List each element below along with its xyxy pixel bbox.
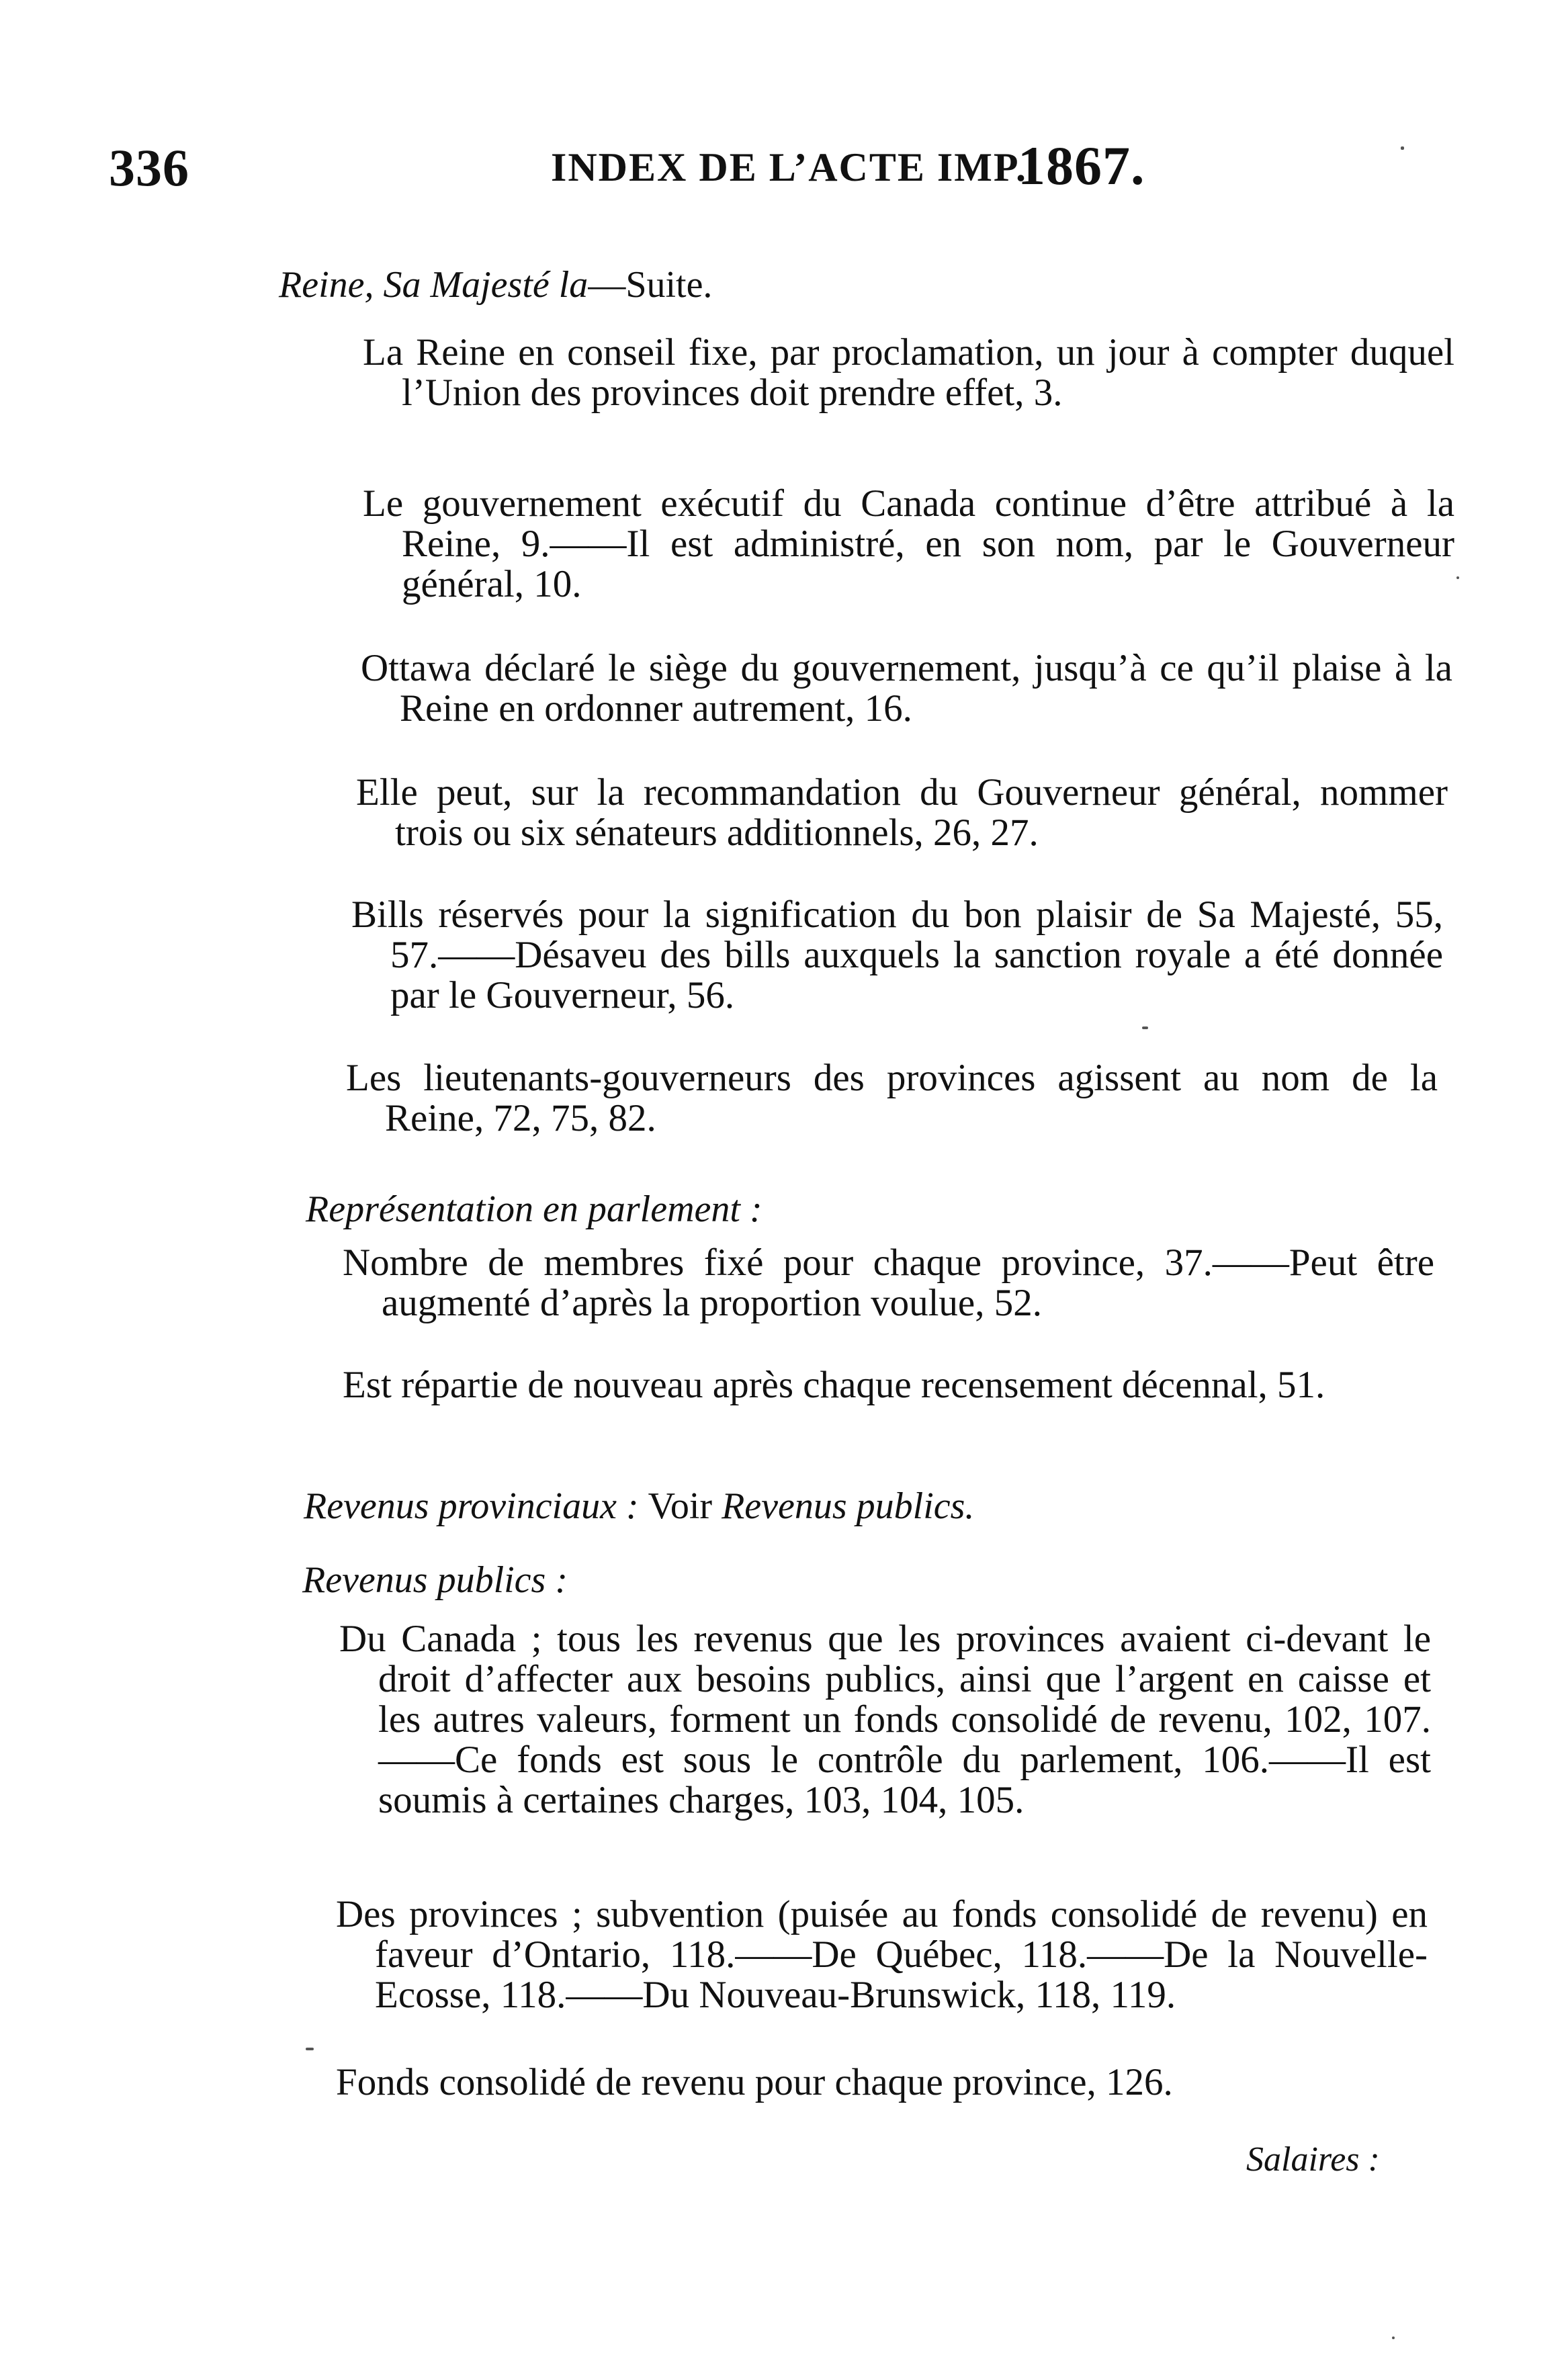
index-entry: Est répartie de nouveau après chaque recensement décennal, 51. (343, 1364, 1325, 1406)
page-number: 336 (109, 138, 189, 197)
scan-speck (306, 2048, 314, 2050)
scan-speck (1401, 146, 1404, 150)
index-entry: Les lieutenants-gouverneurs des provinces agissent au nom de la Reine, 72, 75, 82. (346, 1057, 1438, 1139)
index-entry: Le gouvernement exécutif du Canada continue d’être attribué à la Reine, 9.——Il est administré, en son nom, par le Gouverneur général, 10. (363, 482, 1454, 605)
index-entry: Fonds consolidé de revenu pour chaque province, 126. (336, 2061, 1173, 2103)
scan-speck (1456, 576, 1459, 579)
running-title: INDEX DE L’ACTE IMP. (551, 145, 1028, 189)
catchword: Salaires : (1246, 2140, 1380, 2179)
section-heading-revenus-provinciaux (304, 1485, 974, 1528)
section-heading-reine-label: Reine, Sa Majesté la (279, 264, 589, 306)
scan-speck (1142, 1027, 1148, 1029)
see-also-label: Voir (648, 1485, 713, 1527)
index-entry: Du Canada ; tous les revenus que les provinces avaient ci-devant le droit d’affecter aux besoins publics, ainsi que l’argent en caisse et les autres valeurs, forment un fonds consolidé de revenu, 102, 107.——Ce fonds est sous le contrôle du parlement, 106.——Il est soumis à certaines charges, 103, 104, 105. (339, 1618, 1431, 1821)
index-entry: Des provinces ; subvention (puisée au fonds consolidé de revenu) en faveur d’Ontario, 118.——De Québec, 118.——De la Nouvelle-Ecosse, 118.——Du Nouveau-Brunswick, 118, 119. (336, 1893, 1428, 2016)
section-heading-reine (279, 263, 712, 306)
index-entry: Elle peut, sur la recommandation du Gouverneur général, nommer trois ou six sénateurs additionnels, 26, 27. (356, 771, 1448, 854)
running-year: 1867. (1018, 135, 1145, 196)
section-heading-representation: Représentation en parlement : (306, 1188, 763, 1230)
index-entry: La Reine en conseil fixe, par proclamation, un jour à compter duquel l’Union des provinces doit prendre effet, 3. (363, 331, 1454, 414)
index-entry: Ottawa déclaré le siège du gouvernement, jusqu’à ce qu’il plaise à la Reine en ordonner autrement, 16. (361, 647, 1452, 730)
scan-speck (1392, 2337, 1395, 2339)
see-also-target: Revenus publics. (722, 1485, 975, 1527)
section-heading-revenus-publics: Revenus publics : (302, 1559, 568, 1601)
index-entry: Nombre de membres fixé pour chaque province, 37.——Peut être augmenté d’après la proportion voulue, 52. (343, 1241, 1434, 1324)
section-heading-reine-suffix: —Suite. (588, 264, 713, 306)
index-entry: Bills réservés pour la signification du bon plaisir de Sa Majesté, 55, 57.——Désaveu des bills auxquels la sanction royale a été donnée par le Gouverneur, 56. (351, 893, 1443, 1016)
section-heading-revenus-provinciaux-label: Revenus provinciaux : (304, 1485, 639, 1527)
